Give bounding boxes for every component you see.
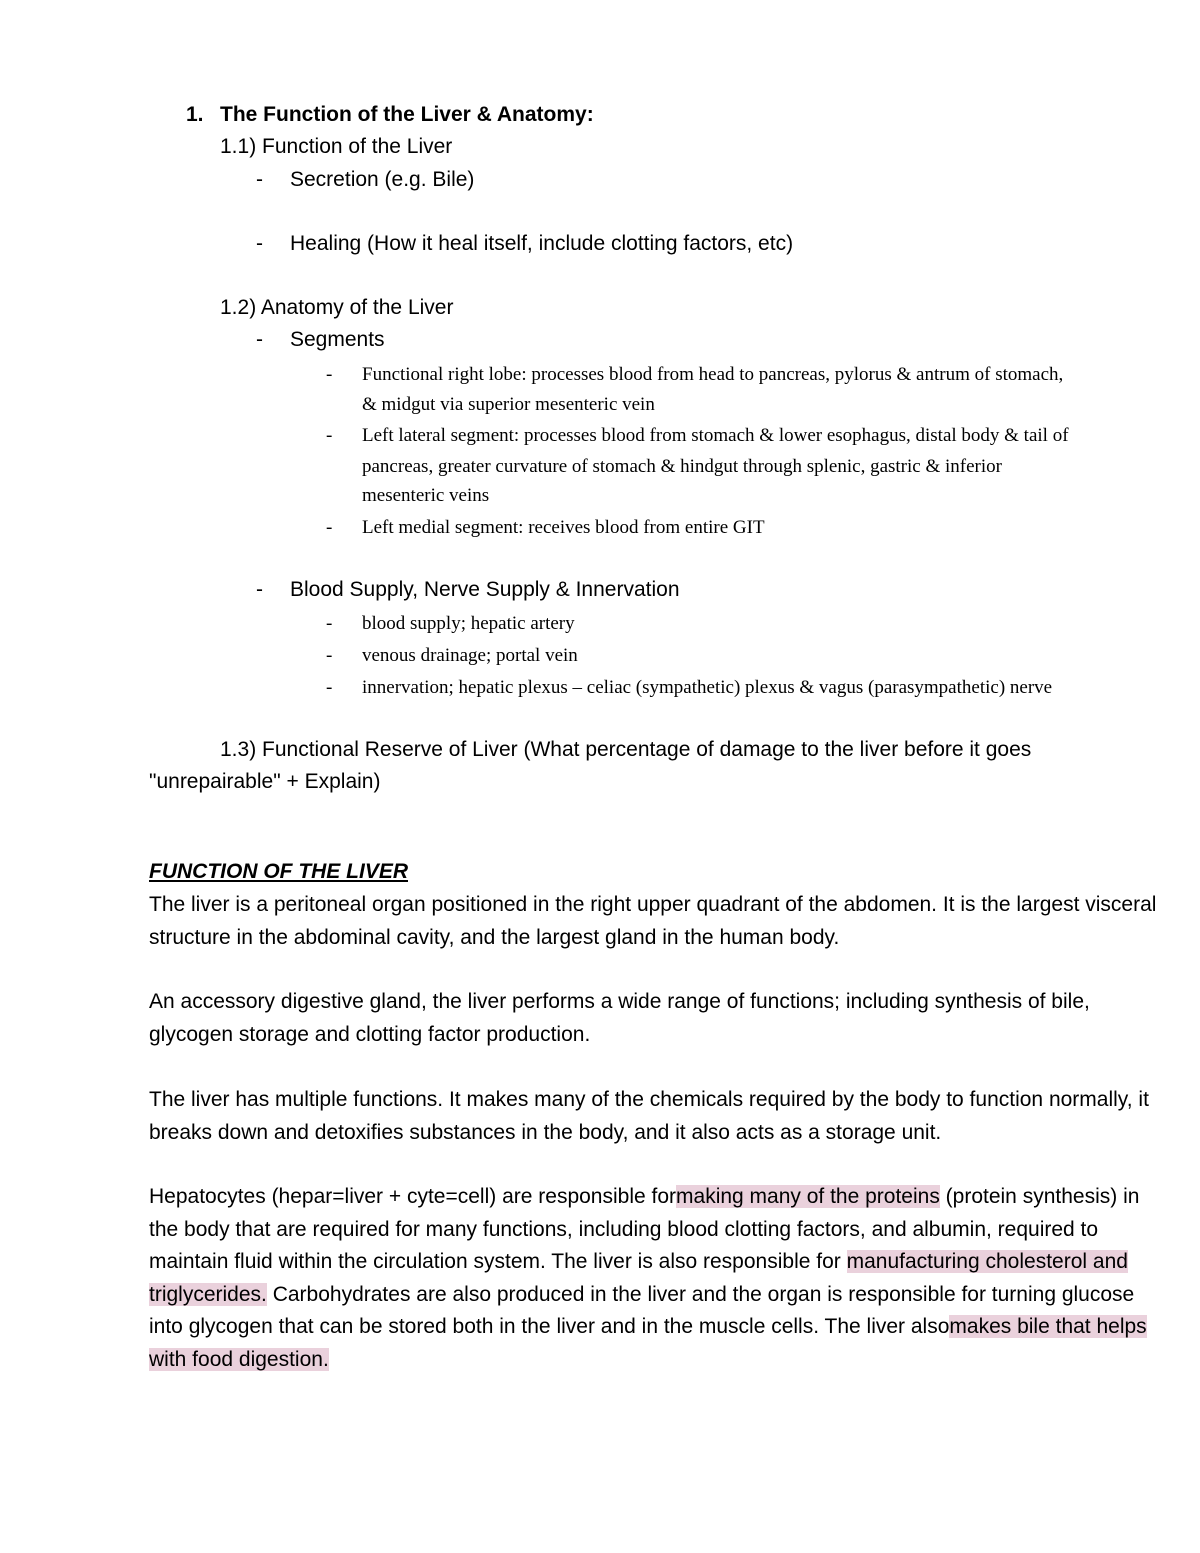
segment-item-line: pancreas, greater curvature of stomach & hindgut through splenic, gastric & inferior: [362, 456, 1002, 477]
segments-label: Segments: [290, 328, 385, 351]
highlight: making many of the proteins: [676, 1185, 940, 1208]
paragraph-4: [149, 1181, 1169, 1376]
text-run: Carbohydrates are also produced in the liver and the organ is responsible for turning glucose into glycogen that can be stored both in the liver and in the muscle cells. The liver also: [149, 1282, 1135, 1338]
segment-item-line: mesenteric veins: [362, 485, 490, 506]
paragraph-1: [149, 889, 1169, 954]
segment-item-line: Left medial segment: receives blood from entire GIT: [362, 517, 765, 538]
paragraph-text: The liver has multiple functions. It makes many of the chemicals required by the body to function normally, it breaks down and detoxifies substances in the body, and it also acts as a storage unit.: [149, 1088, 1149, 1144]
list-item: Healing (How it heal itself, include clotting factors, etc): [290, 232, 794, 255]
bullet-dash: -: [256, 328, 263, 351]
section-number: 1.: [186, 103, 204, 126]
paragraph-text: The liver is a peritoneal organ positioned in the right upper quadrant of the abdomen. It is the largest visceral structure in the abdominal cavity, and the largest gland in the human body.: [149, 893, 1157, 949]
bullet-dash: -: [256, 168, 263, 191]
bullet-dash: -: [326, 613, 333, 634]
supply-item: blood supply; hepatic artery: [362, 613, 575, 634]
highlight: manufacturing cholesterol and triglycerides.: [149, 1250, 1128, 1306]
segment-item-line: & midgut via superior mesenteric vein: [362, 394, 655, 415]
bullet-dash: -: [256, 232, 263, 255]
subsection-title-1-3: 1.3) Functional Reserve of Liver (What percentage of damage to the liver before it goes: [220, 738, 1032, 761]
paragraph-text: An accessory digestive gland, the liver performs a wide range of functions; including synthesis of bile, glycogen storage and clotting factor production.: [149, 990, 1090, 1046]
paragraph-3: [149, 1084, 1169, 1149]
subsection-title-1-1: 1.1) Function of the Liver: [220, 135, 453, 158]
bullet-dash: -: [326, 364, 333, 385]
subsection-title-1-3-cont: "unrepairable" + Explain): [149, 770, 381, 793]
supply-item: venous drainage; portal vein: [362, 645, 578, 666]
segment-item-line: Functional right lobe: processes blood from head to pancreas, pylorus & antrum of stomach,: [362, 364, 1064, 385]
bullet-dash: -: [326, 677, 333, 698]
supply-label: Blood Supply, Nerve Supply & Innervation: [290, 578, 680, 601]
supply-item: innervation; hepatic plexus – celiac (sympathetic) plexus & vagus (parasympathetic) nerve: [362, 677, 1053, 698]
list-item: Secretion (e.g. Bile): [290, 168, 475, 191]
bullet-dash: -: [326, 645, 333, 666]
text-run: (protein synthesis) in the body that are required for many functions, including blood clotting factors, and albumin, required to maintain fluid within the circulation system. The liver is also responsible for: [149, 1185, 1140, 1273]
bullet-dash: -: [326, 517, 333, 538]
bullet-dash: -: [326, 425, 333, 446]
subsection-title-1-2: 1.2) Anatomy of the Liver: [220, 296, 454, 319]
text-run: Hepatocytes (hepar=liver + cyte=cell) are responsible for: [149, 1185, 677, 1208]
highlight: makes bile that helps with food digestion.: [149, 1315, 1147, 1371]
segment-item-line: Left lateral segment: processes blood from stomach & lower esophagus, distal body & tail of: [362, 425, 1069, 446]
paragraph-text: [149, 1181, 1169, 1376]
body-heading: FUNCTION OF THE LIVER: [149, 860, 408, 883]
section-title: The Function of the Liver & Anatomy:: [220, 103, 594, 126]
paragraph-2: [149, 986, 1169, 1051]
bullet-dash: -: [256, 578, 263, 601]
